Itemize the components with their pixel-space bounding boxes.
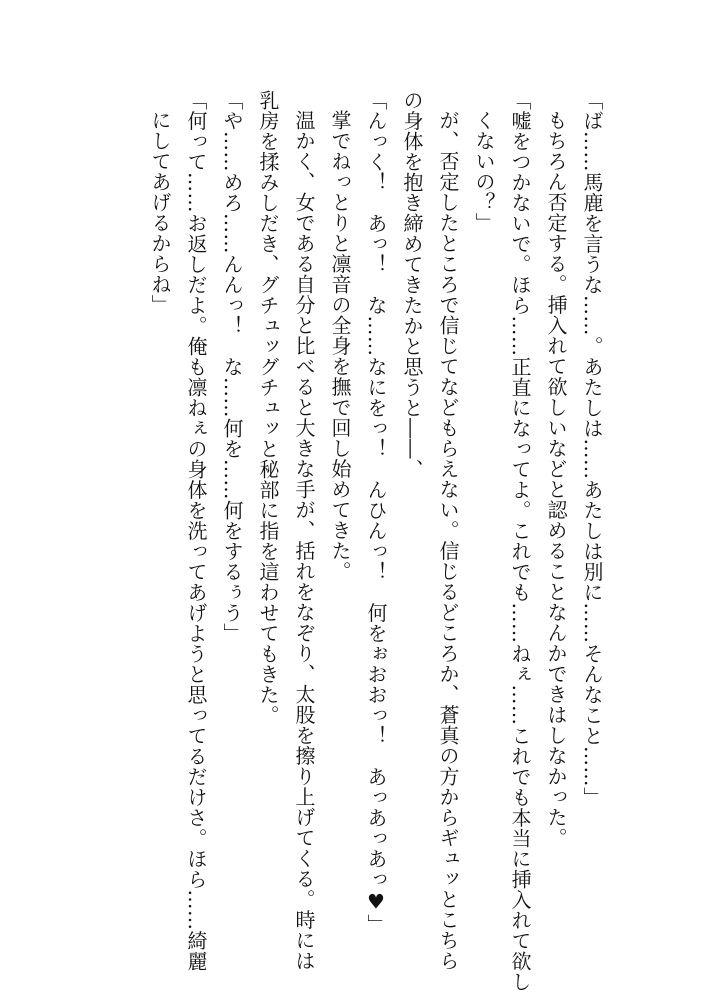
text-line: 「ば……馬鹿を言うな……。あたしは……あたしは別に……そんなこと……」 — [580, 90, 604, 808]
text-line: くないの？」 — [472, 110, 496, 233]
text-line: の身体を抱き締めてきたかと思うと――、 — [400, 90, 424, 480]
text-line: 「何って……お返しだよ。俺も凛ねぇの身体を洗ってあげようと思ってるだけさ。ほら……綺麗 — [184, 90, 208, 972]
text-line: もちろん否定する。挿入れて欲しいなどと認めることなんかできはしなかった。 — [544, 110, 568, 848]
text-line: が、否定したところで信じてなどもらえない。信じるどころか、蒼真の方からギュッとこちら — [436, 110, 460, 971]
text-line: 「んっく！ あっ！ な……なにをっ！ んひんっ！ 何をぉおおっ！ あっあっあっ♥」 — [364, 90, 388, 935]
text-line: 温かく、女である自分と比べると大きな手が、括れをなぞり、太股を擦り上げてくる。時には — [292, 110, 316, 971]
text-line: 乳房を揉みしだき、グチュッグチュッと秘部に指を這わせてもきた。 — [256, 90, 280, 726]
vertical-text-body — [142, 90, 610, 992]
text-line: 掌でねっとりと凛音の全身を撫で回し始めてきた。 — [328, 110, 352, 582]
text-line: 「嘘をつかないで。ほら……正直になってよ。これでも……ねぇ……これでも本当に挿入れて欲し — [508, 90, 532, 992]
text-line: にしてあげるからね」 — [148, 110, 172, 315]
text-line: 「や……めろ……んんっ！ な……何を……何をするぅう」 — [220, 90, 244, 644]
